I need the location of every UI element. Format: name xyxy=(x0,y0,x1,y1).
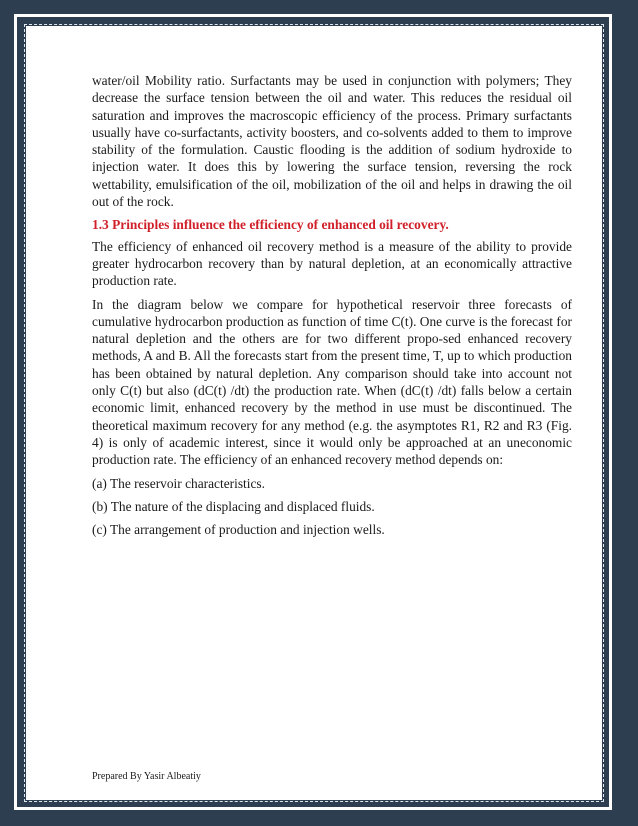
document-page xyxy=(26,26,602,800)
diagram-paragraph: In the diagram below we compare for hypothetical reservoir three forecasts of cumulative hydrocarbon production as function of time C(t). One curve is the forecast for natural depletion and the others are for two different propo-sed enhanced recovery methods, A and B. All the forecasts start from the present time, T, up to which production has been obtained by natural depletion. Any comparison should take into account not only C(t) but also (dC(t) /dt) the production rate. When (dC(t) /dt) falls below a certain economic limit, enhanced recovery by the method in use must be discontinued. The theoretical maximum recovery for any method (e.g. the asymptotes R1, R2 and R3 (Fig. 4) is only of academic interest, since it would only be approached at an uneconomic production rate. The efficiency of an enhanced recovery method depends on: xyxy=(92,296,572,468)
list-item-wells: (c) The arrangement of production and injection wells. xyxy=(92,522,385,538)
list-item-fluids: (b) The nature of the displacing and displaced fluids. xyxy=(92,498,375,514)
intro-paragraph: water/oil Mobility ratio. Surfactants may be used in conjunction with polymers; They decrease the surface tension between the oil and water. This reduces the residual oil saturation and improves the macroscopic efficiency of the process. Primary surfactants usually have co-surfactants, activity boosters, and co-solvents added to them to improve stability of the formulation. Caustic flooding is the addition of sodium hydroxide to injection water. It does this by lowering the surface tension, reversing the rock wettability, emulsification of the oil, mobilization of the oil and helps in drawing the oil out of the rock. xyxy=(92,73,572,210)
document-body xyxy=(92,72,572,544)
page-footer: Prepared By Yasir Albeatiy xyxy=(92,771,201,782)
efficiency-paragraph: The efficiency of enhanced oil recovery method is a measure of the ability to provide greater hydrocarbon recovery than by natural depletion, at an economically attractive production rate. xyxy=(92,238,572,289)
list-item-reservoir: (a) The reservoir characteristics. xyxy=(92,475,265,491)
section-heading: 1.3 Principles influence the efficiency of enhanced oil recovery. xyxy=(92,217,449,233)
